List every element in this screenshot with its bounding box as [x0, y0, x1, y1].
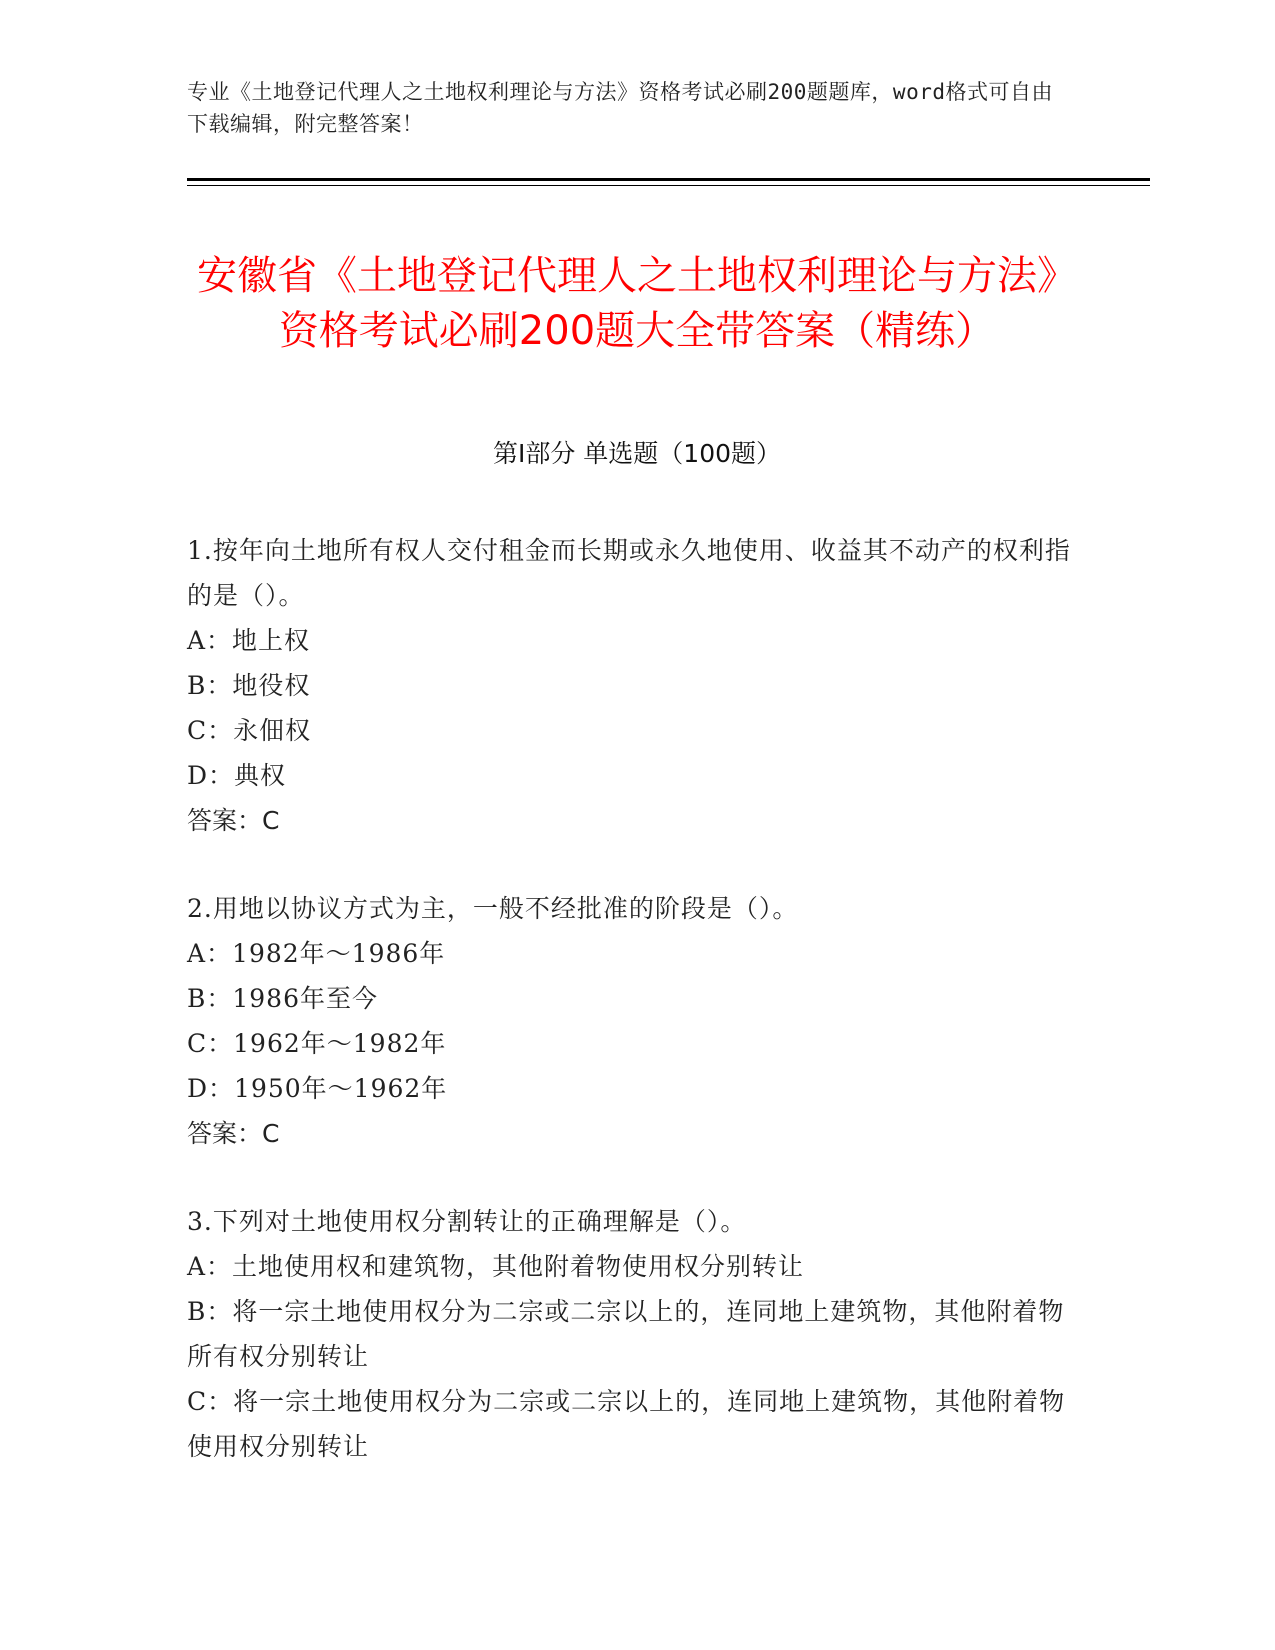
option-a: A：1982年～1986年 [187, 939, 446, 968]
question-2 [187, 886, 1087, 1156]
option-a: A：地上权 [187, 626, 311, 655]
question-1 [187, 528, 1087, 843]
option-b: B：地役权 [187, 671, 311, 700]
question-stem: 3.下列对土地使用权分割转让的正确理解是（）。 [187, 1207, 747, 1236]
answer: 答案：C [187, 806, 280, 835]
section-heading: 第Ⅰ部分 单选题（100题） [492, 439, 782, 468]
option-c: C：1962年～1982年 [187, 1029, 447, 1058]
header-rule-thin [187, 185, 1150, 186]
option-d: D：典权 [187, 761, 287, 790]
option-c: C：将一宗土地使用权分为二宗或二宗以上的，连同地上建筑物，其他附着物使用权分别转让 [187, 1387, 1066, 1461]
document-title: 安徽省《土地登记代理人之土地权利理论与方法》资格考试必刷200题大全带答案（精练） [197, 252, 1077, 354]
option-b: B：将一宗土地使用权分为二宗或二宗以上的，连同地上建筑物，其他附着物所有权分别转让 [187, 1297, 1065, 1371]
answer: 答案：C [187, 1119, 280, 1148]
option-d: D：1950年～1962年 [187, 1074, 448, 1103]
option-b: B：1986年至今 [187, 984, 378, 1013]
option-a: A：土地使用权和建筑物，其他附着物使用权分别转让 [187, 1252, 805, 1281]
question-stem: 1.按年向土地所有权人交付租金而长期或永久地使用、收益其不动产的权利指的是（）。 [187, 536, 1071, 610]
question-3 [187, 1199, 1087, 1469]
question-list [187, 528, 1087, 1512]
header-rule-thick [187, 178, 1150, 181]
question-stem: 2.用地以协议方式为主，一般不经批准的阶段是（）。 [187, 894, 799, 923]
header-note: 专业《土地登记代理人之土地权利理论与方法》资格考试必刷200题题库，word格式可自由下载编辑，附完整答案！ [187, 80, 1053, 136]
option-c: C：永佃权 [187, 716, 312, 745]
